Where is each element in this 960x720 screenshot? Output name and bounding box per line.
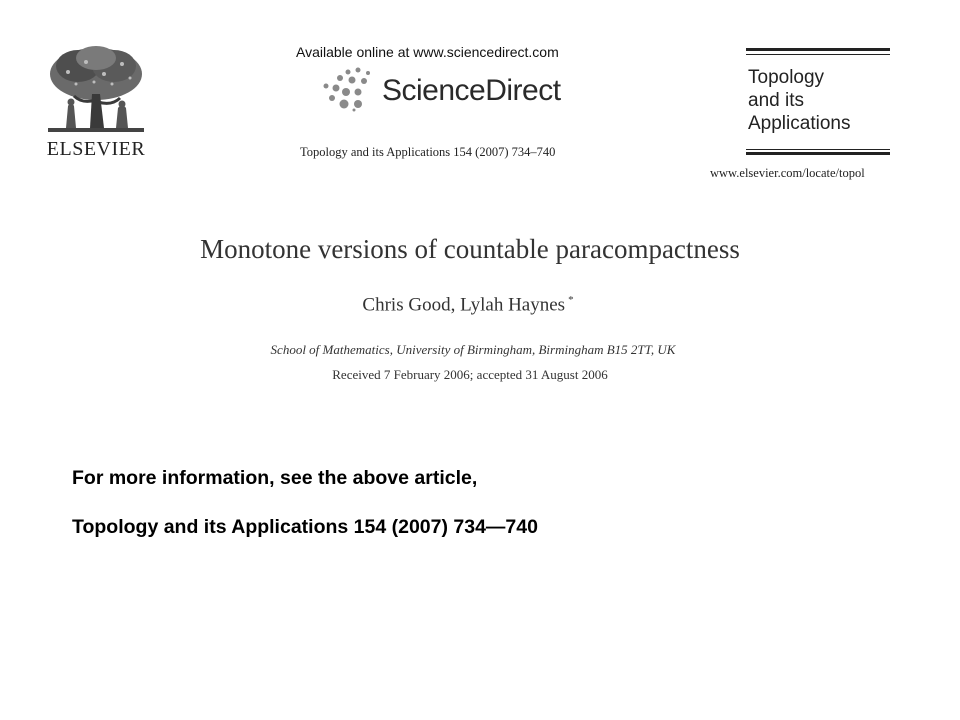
journal-title-block: [746, 48, 890, 158]
journal-url: www.elsevier.com/locate/topol: [710, 166, 865, 180]
journal-top-rule: [746, 48, 890, 51]
journal-title-line-3: Applications: [748, 113, 851, 134]
sciencedirect-logo: [318, 66, 578, 116]
article-authors: [0, 294, 936, 316]
available-online-text: Available online at www.sciencedirect.com: [296, 44, 559, 60]
article-title: Monotone versions of countable paracompactness: [200, 234, 740, 264]
info-text-line-2: Topology and its Applications 154 (2007) 734—740: [72, 516, 538, 538]
author-names: Chris Good, Lylah Haynes: [362, 294, 566, 316]
journal-title-line-2: and its: [748, 90, 804, 111]
elsevier-logo: [38, 44, 154, 164]
journal-title-line-1: Topology: [748, 67, 825, 88]
corresponding-author-mark: *: [568, 294, 574, 306]
citation-header: Topology and its Applications 154 (2007) 734–740: [300, 145, 556, 159]
sciencedirect-wordmark: ScienceDirect: [382, 74, 561, 107]
journal-bottom-rule: [746, 152, 890, 155]
elsevier-tree-icon: [38, 44, 154, 136]
sciencedirect-dots-icon: [318, 66, 378, 112]
article-affiliation: School of Mathematics, University of Birmingham, Birmingham B15 2TT, UK: [270, 342, 676, 357]
journal-top-rule-thin: [746, 54, 890, 55]
journal-bottom-rule-thin: [746, 149, 890, 150]
article-received-dates: Received 7 February 2006; accepted 31 August 2006: [332, 367, 608, 382]
info-text-line-1: For more information, see the above article,: [72, 467, 478, 489]
journal-title: [748, 66, 892, 135]
elsevier-wordmark: ELSEVIER: [46, 138, 146, 160]
